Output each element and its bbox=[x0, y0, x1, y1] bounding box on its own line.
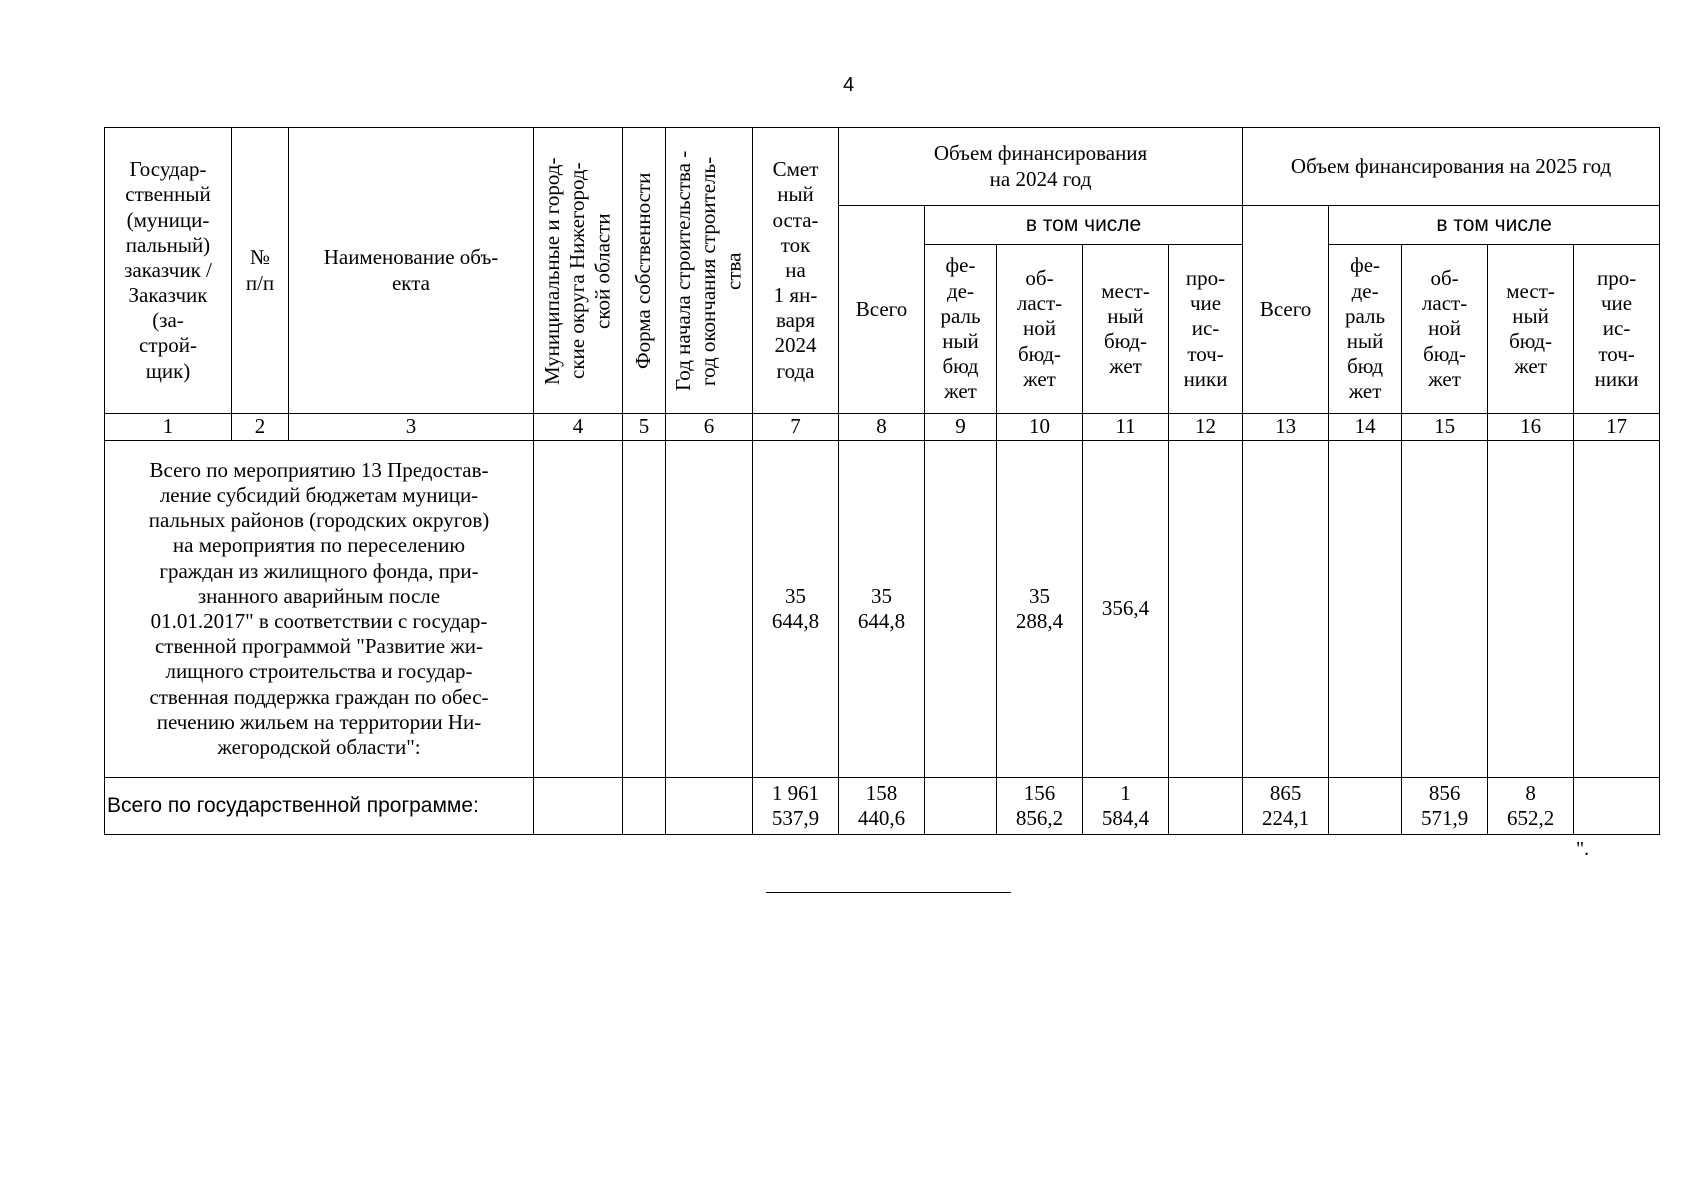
table-cell bbox=[623, 778, 666, 835]
header-regional-2025: об- ласт- ной бюд- жет bbox=[1402, 245, 1488, 414]
header-municipal: Муниципальные и город- ские округа Нижегород- ской области bbox=[540, 156, 615, 385]
table-cell: 1 961 537,9 bbox=[753, 778, 839, 835]
table-cell bbox=[1488, 441, 1574, 778]
table-cell bbox=[1169, 778, 1243, 835]
header-customer: Государ- ственный (муници- пальный) заказчик / Заказчик (за- строй- щик) bbox=[105, 128, 232, 414]
header-object-name: Наименование объ- екта bbox=[289, 128, 534, 414]
table-cell bbox=[534, 441, 623, 778]
table-cell: 35 288,4 bbox=[997, 441, 1083, 778]
header-total-2024: Всего bbox=[839, 206, 925, 414]
column-number: 17 bbox=[1574, 414, 1660, 441]
header-regional-2024: об- ласт- ной бюд- жет bbox=[997, 245, 1083, 414]
table-cell: 35 644,8 bbox=[839, 441, 925, 778]
table-cell bbox=[666, 441, 753, 778]
table-cell bbox=[1329, 441, 1402, 778]
column-number: 4 bbox=[534, 414, 623, 441]
header-row-1 bbox=[105, 128, 1660, 206]
header-number: № п/п bbox=[232, 128, 289, 414]
column-number: 5 bbox=[623, 414, 666, 441]
column-number: 13 bbox=[1243, 414, 1329, 441]
column-number: 15 bbox=[1402, 414, 1488, 441]
column-number: 3 bbox=[289, 414, 534, 441]
column-number-row bbox=[105, 414, 1660, 441]
header-municipal-cell bbox=[534, 128, 623, 414]
header-other-2024: про- чие ис- точ- ники bbox=[1169, 245, 1243, 414]
column-number: 16 bbox=[1488, 414, 1574, 441]
header-including-2024: в том числе bbox=[925, 206, 1243, 245]
column-number: 11 bbox=[1083, 414, 1169, 441]
header-federal-2024: фе- де- раль ный бюд жет bbox=[925, 245, 997, 414]
table-cell bbox=[1329, 778, 1402, 835]
table-cell bbox=[666, 778, 753, 835]
table-cell: 35 644,8 bbox=[753, 441, 839, 778]
table-cell bbox=[925, 778, 997, 835]
table-cell: 1 584,4 bbox=[1083, 778, 1169, 835]
table-cell bbox=[1169, 441, 1243, 778]
header-other-2025: про- чие ис- точ- ники bbox=[1574, 245, 1660, 414]
header-years-cell bbox=[666, 128, 753, 414]
table-cell bbox=[534, 778, 623, 835]
header-including-2025: в том числе bbox=[1329, 206, 1660, 245]
table-row bbox=[105, 778, 1660, 835]
column-number: 7 bbox=[753, 414, 839, 441]
header-local-2025: мест- ный бюд- жет bbox=[1488, 245, 1574, 414]
header-funding-2024: Объем финансирования на 2024 год bbox=[839, 128, 1243, 206]
table-cell bbox=[1243, 441, 1329, 778]
header-balance: Смет ный оста- ток на 1 ян- варя 2024 года bbox=[753, 128, 839, 414]
table-cell: 856 571,9 bbox=[1402, 778, 1488, 835]
column-number: 10 bbox=[997, 414, 1083, 441]
column-number: 6 bbox=[666, 414, 753, 441]
page-number: 4 bbox=[842, 74, 855, 96]
header-total-2025: Всего bbox=[1243, 206, 1329, 414]
header-funding-2025: Объем финансирования на 2025 год bbox=[1243, 128, 1660, 206]
column-number: 14 bbox=[1329, 414, 1402, 441]
column-number: 1 bbox=[105, 414, 232, 441]
table-cell: 8 652,2 bbox=[1488, 778, 1574, 835]
footer-divider bbox=[766, 892, 1011, 893]
row-label-program-total: Всего по государственной программе: bbox=[105, 778, 534, 835]
header-years: Год начала строительства - год окончания строитель- ства bbox=[671, 150, 746, 391]
row-label-measure-13: Всего по мероприятию 13 Предостав- ление субсидий бюджетам муници- пальных районов (городских округов) на мероприятия по переселению граждан из жилищного фонда, при- знанного аварийным после 01.01.2017" в соответствии с государ- ственной программой "Развитие жи- лищного строительства и государ- ственная поддержка граждан по обес- печению жильем на территории Ни- жегородской области": bbox=[105, 441, 534, 778]
table-cell bbox=[1402, 441, 1488, 778]
table-cell: 158 440,6 bbox=[839, 778, 925, 835]
header-ownership: Форма собственности bbox=[631, 172, 656, 369]
column-number: 2 bbox=[232, 414, 289, 441]
table-cell: 156 856,2 bbox=[997, 778, 1083, 835]
table-cell bbox=[1574, 778, 1660, 835]
table-cell bbox=[623, 441, 666, 778]
table-cell: 865 224,1 bbox=[1243, 778, 1329, 835]
table-cell bbox=[1574, 441, 1660, 778]
column-number: 9 bbox=[925, 414, 997, 441]
column-number: 12 bbox=[1169, 414, 1243, 441]
header-local-2024: мест- ный бюд- жет bbox=[1083, 245, 1169, 414]
header-ownership-cell bbox=[623, 128, 666, 414]
column-number: 8 bbox=[839, 414, 925, 441]
table-cell: 356,4 bbox=[1083, 441, 1169, 778]
financing-table bbox=[104, 127, 1660, 835]
table-row bbox=[105, 441, 1660, 778]
closing-quote: ". bbox=[1576, 838, 1590, 860]
table-cell bbox=[925, 441, 997, 778]
header-federal-2025: фе- де- раль ный бюд жет bbox=[1329, 245, 1402, 414]
